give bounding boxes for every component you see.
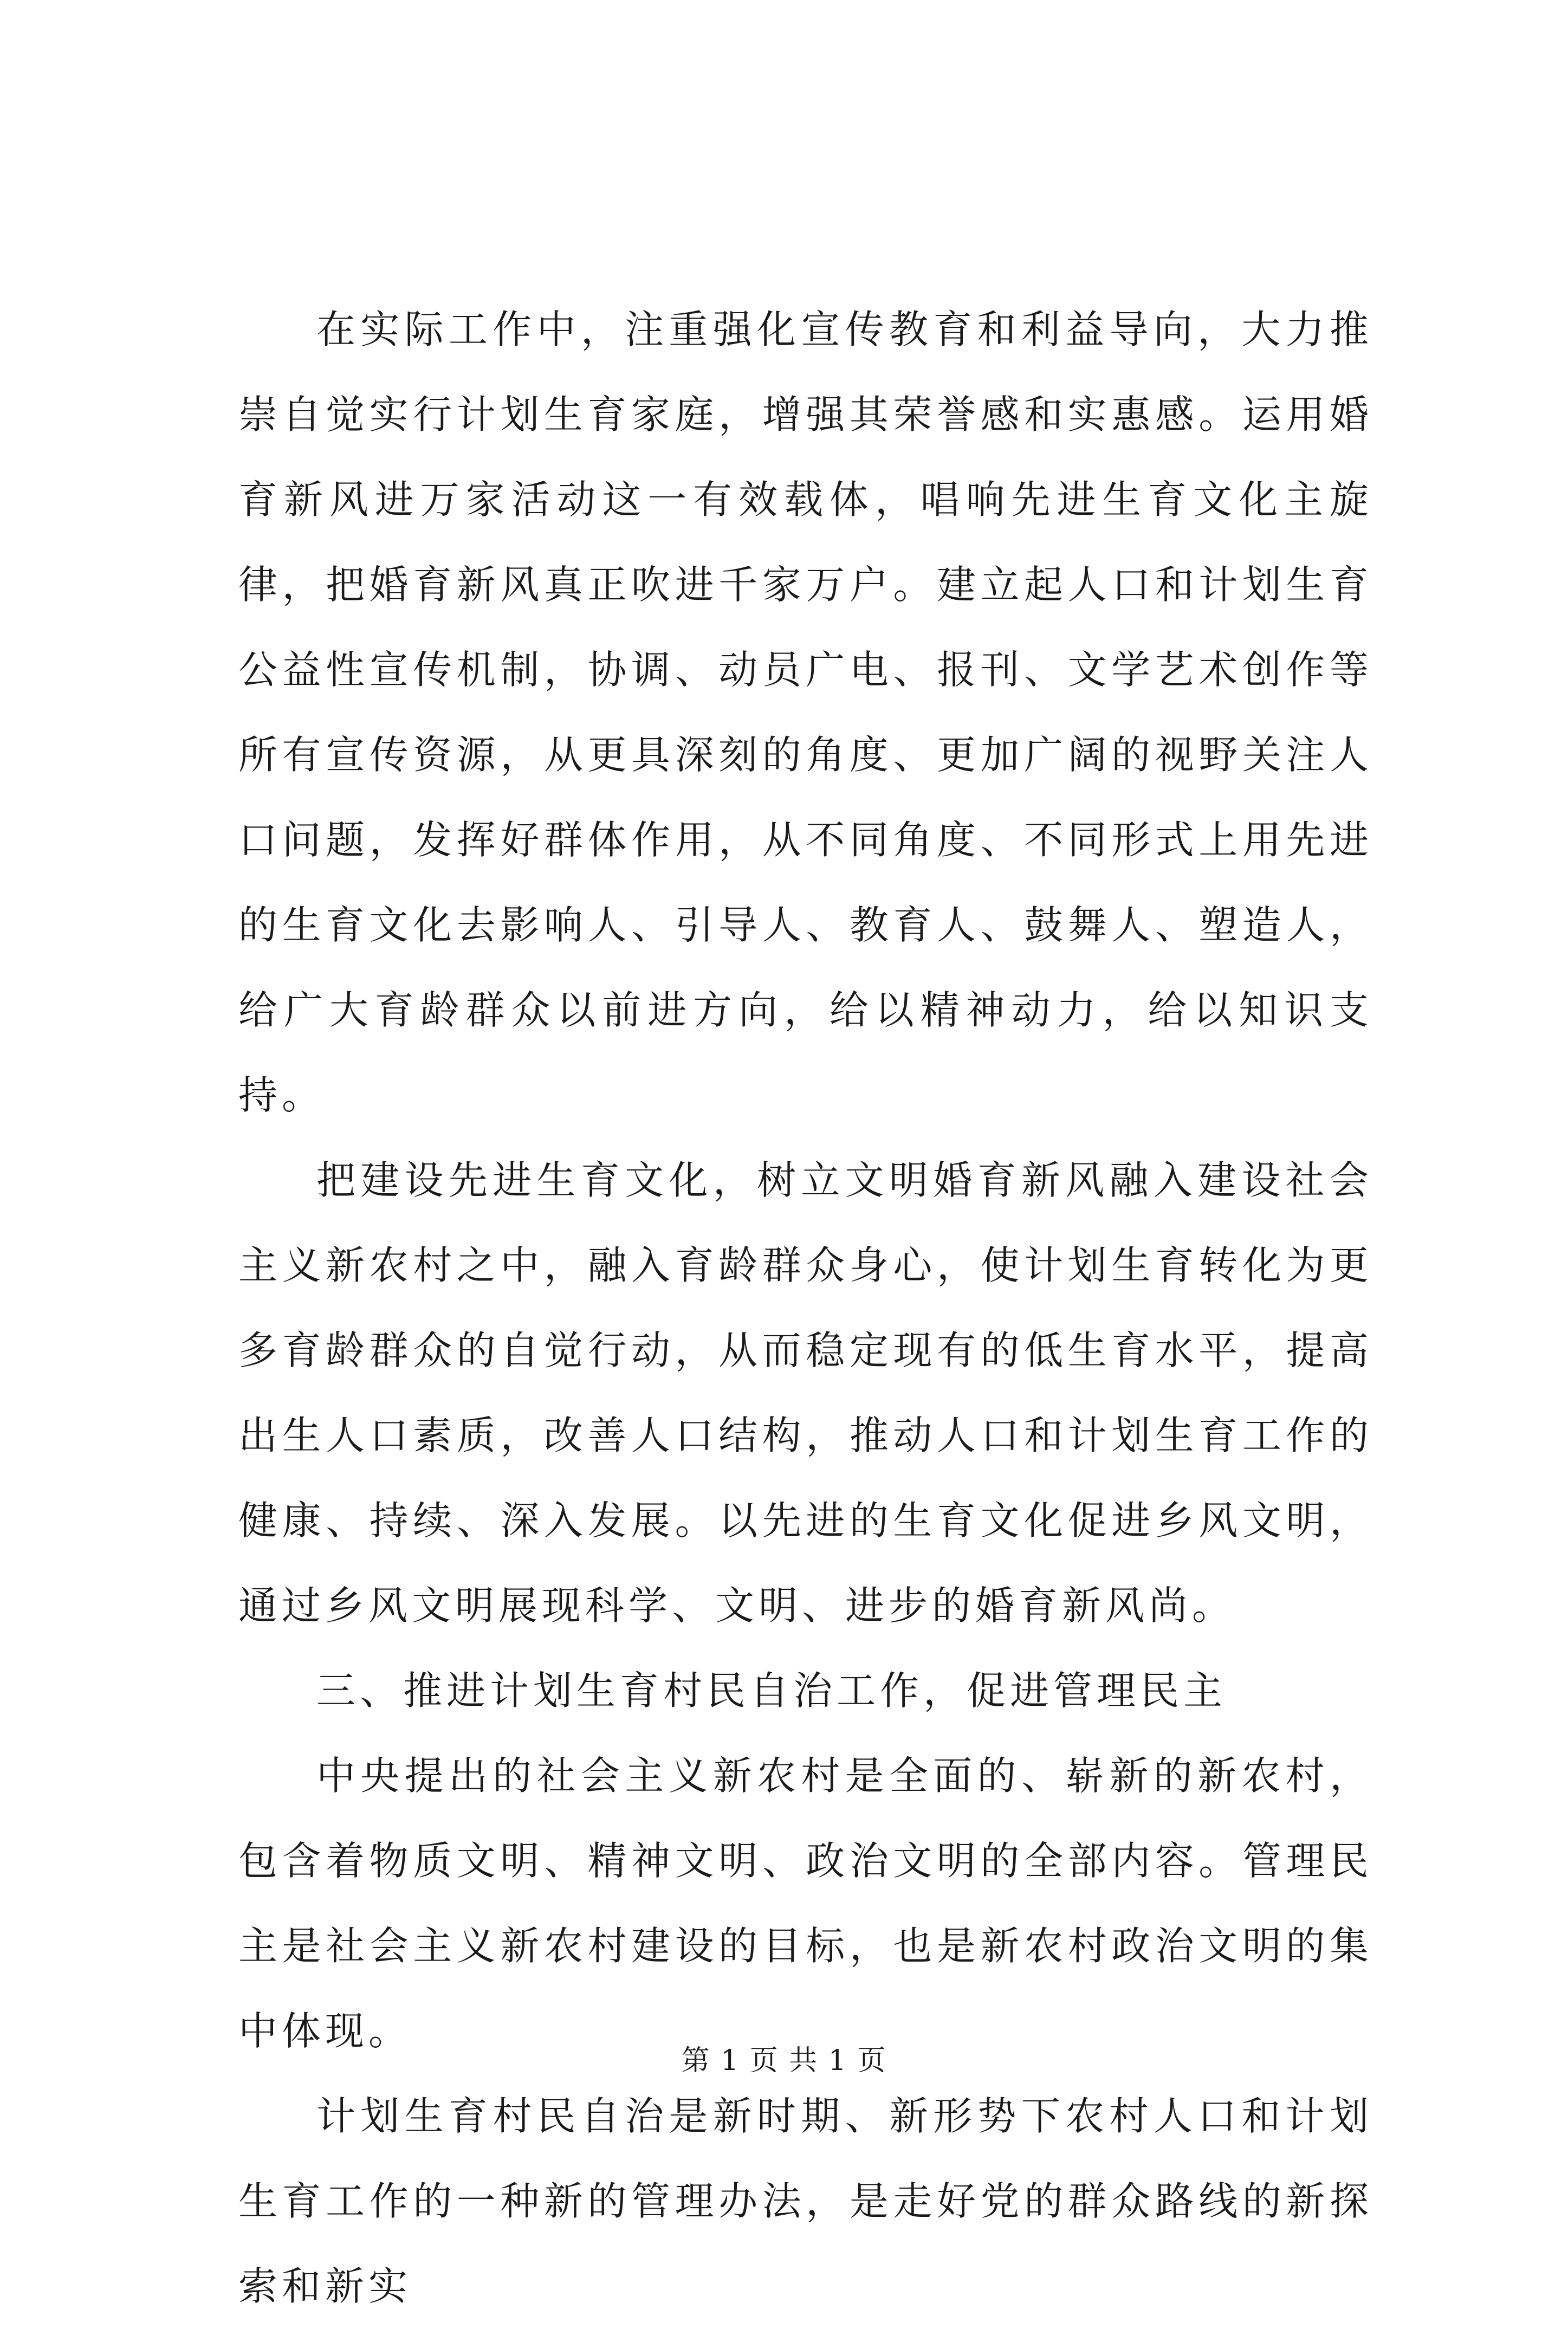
paragraph-1: 在实际工作中，注重强化宣传教育和利益导向，大力推崇自觉实行计划生育家庭，增强其荣誉感和实惠感。运用婚育新风进万家活动这一有效载体，唱响先进生育文化主旋律，把婚育新风真正吹进千家万户。建立起人口和计划生育公益性宣传机制，协调、动员广电、报刊、文学艺术创作等所有宣传资源，从更具深刻的角度、更加广阔的视野关注人口问题，发挥好群体作用，从不同角度、不同形式上用先进的生育文化去影响人、引导人、教育人、鼓舞人、塑造人，给广大育龄群众以前进方向，给以精神动力，给以知识支持。 bbox=[238, 307, 1373, 1118]
paragraph-3: 中央提出的社会主义新农村是全面的、崭新的新农村，包含着物质文明、精神文明、政治文明的全部内容。管理民主是社会主义新农村建设的目标，也是新农村政治文明的集中体现。 bbox=[238, 1753, 1373, 2054]
paragraph-2: 把建设先进生育文化，树立文明婚育新风融入建设社会主义新农村之中，融入育龄群众身心，使计划生育转化为更多育龄群众的自觉行动，从而稳定现有的低生育水平，提高出生人口素质，改善人口结构，推动人口和计划生育工作的健康、持续、深入发展。以先进的生育文化促进乡风文明，通过乡风文明展现科学、文明、进步的婚育新风尚。 bbox=[238, 1157, 1373, 1628]
page-footer: 第 1 页 共 1 页 bbox=[681, 2045, 887, 2077]
paragraph-4: 计划生育村民自治是新时期、新形势下农村人口和计划生育工作的一种新的管理办法，是走好党的群众路线的新探索和新实 bbox=[238, 2093, 1373, 2309]
section-heading: 三、推进计划生育村民自治工作，促进管理民主 bbox=[316, 1668, 1227, 1713]
document-body bbox=[238, 287, 1373, 2329]
